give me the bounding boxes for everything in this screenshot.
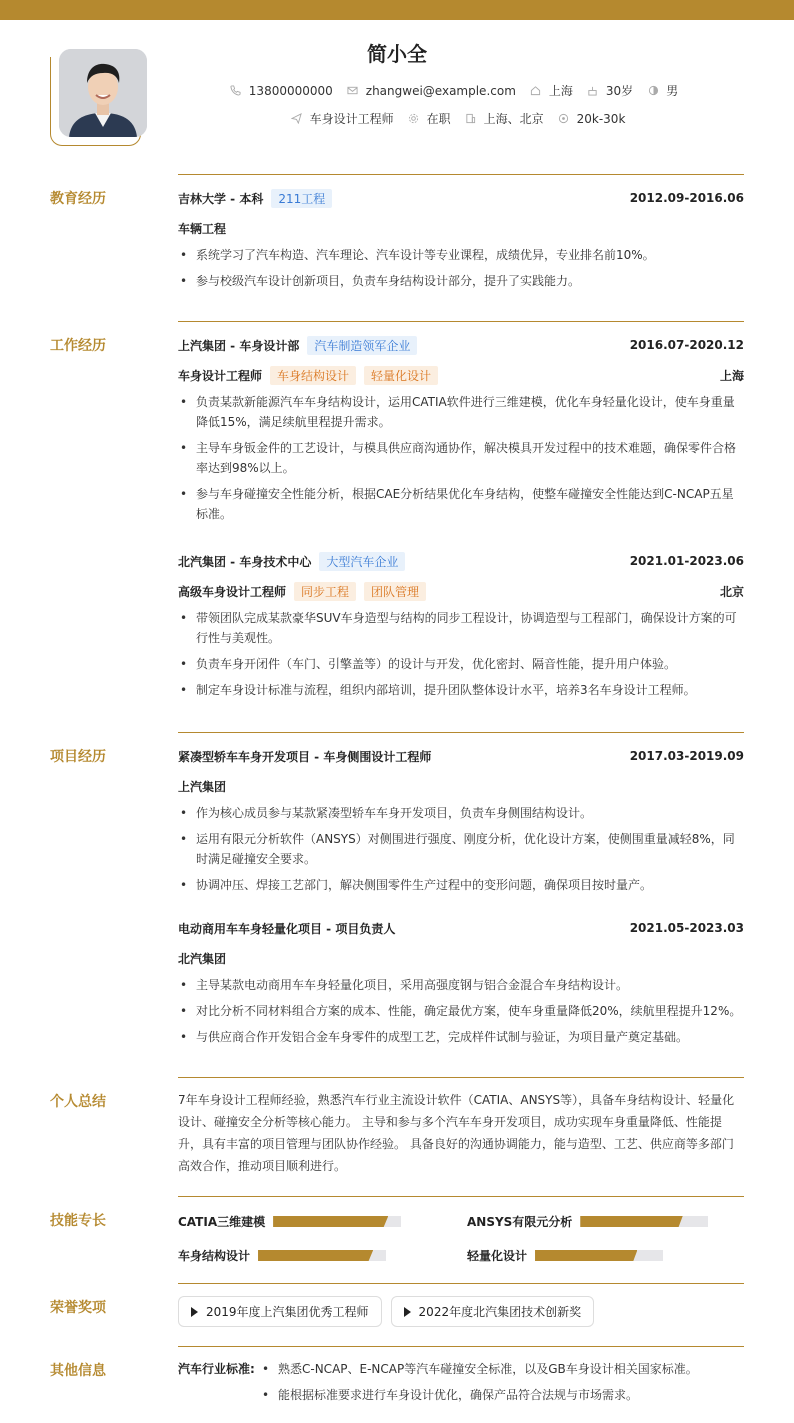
email-text: zhangwei@example.com (365, 83, 516, 98)
work-title-group (178, 552, 405, 571)
work-entry-1 (178, 335, 744, 530)
list-item: • 主导某款电动商用车车身轻量化项目，采用高强度钢与铝合金混合车身结构设计。 (178, 975, 744, 995)
home-icon (530, 85, 542, 97)
work-city: 北京 (719, 584, 744, 599)
project-bullets (178, 803, 744, 895)
salary-item (558, 112, 626, 126)
divider-work (178, 321, 744, 322)
project-title: 电动商用车车身轻量化项目 - 项目负责人 (178, 921, 396, 936)
gender-text: 男 (666, 84, 679, 98)
target-job-item (291, 110, 394, 127)
building-icon (465, 113, 477, 125)
project-title: 紧凑型轿车车身开发项目 - 车身侧围设计工程师 (178, 749, 432, 764)
send-icon (291, 113, 303, 125)
project-entry-2 (178, 918, 744, 1053)
settings-icon (408, 113, 420, 125)
project-header (178, 918, 744, 938)
other-label: 汽车行业标准: (178, 1362, 255, 1376)
job-intent-row (288, 110, 628, 127)
section-title-work: 工作经历 (50, 338, 106, 354)
education-date: 2012.09-2016.06 (629, 191, 744, 205)
awards-list (178, 1296, 744, 1327)
school-name: 吉林大学 - 本科 (178, 191, 264, 206)
target-job-text: 车身设计工程师 (309, 112, 394, 126)
work-entry-2 (178, 551, 744, 706)
award-item (391, 1296, 595, 1327)
work-date: 2021.01-2023.06 (629, 554, 744, 568)
cake-icon (587, 85, 599, 97)
skill-item (467, 1247, 663, 1264)
project-org (178, 948, 744, 968)
education-section (178, 188, 744, 297)
project-date: 2021.05-2023.03 (629, 921, 744, 935)
list-item: • 负责车身开闭件（车门、引擎盖等）的设计与开发，优化密封、隔音性能，提升用户体验。 (178, 654, 744, 674)
skill-item (467, 1213, 708, 1230)
skill-bar (535, 1250, 663, 1261)
school-tag: 211工程 (271, 189, 332, 208)
list-item: • 运用有限元分析软件（ANSYS）对侧围进行强度、刚度分析，优化设计方案，使侧围重量减轻8%，同时满足碰撞安全要求。 (178, 829, 744, 869)
skill-bar-fill (535, 1250, 637, 1261)
skill-name: 车身结构设计 (178, 1249, 251, 1263)
project-entry-1 (178, 746, 744, 901)
education-title-group (178, 189, 332, 208)
section-title-education: 教育经历 (50, 191, 106, 207)
divider-projects (178, 732, 744, 733)
phone-text: 13800000000 (248, 83, 333, 98)
education-header (178, 188, 744, 208)
divider-other (178, 1346, 744, 1347)
location-text: 上海 (548, 84, 573, 98)
major (178, 218, 744, 238)
position-group (178, 582, 426, 601)
company-name: 上汽集团 - 车身设计部 (178, 338, 300, 353)
skill-item (178, 1213, 401, 1230)
position-group (178, 366, 438, 385)
skills-list (178, 1210, 744, 1280)
list-item: • 能根据标准要求进行车身设计优化，确保产品符合法规与市场需求。 (260, 1385, 698, 1405)
skill-name: 轻量化设计 (467, 1249, 528, 1263)
award-text: 2022年度北汽集团技术创新奖 (418, 1305, 582, 1319)
skill-bar (258, 1250, 386, 1261)
summary-text: 7年车身设计工程师经验，熟悉汽车行业主流设计软件（CATIA、ANSYS等），具备车身结构设计、轻量化设计、碰撞安全分析等核心能力。 主导和参与多个汽车车身开发项目，成功实现车身重量降低、性能提升，具有丰富的项目管理与团队协作经验。 具备良好的沟通协调能力，能与造型、工艺、供应商等多部门高效合作，推动项目顺利进行。 (178, 1093, 735, 1173)
divider-education (178, 174, 744, 175)
skill-tag: 轻量化设计 (364, 366, 438, 385)
project-org-text: 北汽集团 (178, 951, 227, 966)
skill-tag: 团队管理 (364, 582, 426, 601)
gender-icon (647, 85, 659, 97)
list-item: • 制定车身设计标准与流程，组织内部培训，提升团队整体设计水平，培养3名车身设计工程师。 (178, 680, 744, 700)
skill-tag: 车身结构设计 (270, 366, 356, 385)
section-title-projects: 项目经历 (50, 749, 106, 765)
work-bullets (178, 392, 744, 524)
play-icon (191, 1307, 198, 1317)
section-title-summary: 个人总结 (50, 1094, 106, 1110)
major-text: 车辆工程 (178, 221, 227, 236)
project-org (178, 776, 744, 796)
list-item: • 对比分析不同材料组合方案的成本、性能，确定最优方案，使车身重量降低20%，续航里程提升12%。 (178, 1001, 744, 1021)
section-title-other: 其他信息 (50, 1363, 106, 1379)
list-item: • 协调冲压、焊接工艺部门，解决侧围零件生产过程中的变形问题，确保项目按时量产。 (178, 875, 744, 895)
divider-summary (178, 1077, 744, 1078)
salary-text: 20k-30k (576, 111, 626, 126)
list-item: • 与供应商合作开发铝合金车身零件的成型工艺，完成样件试制与验证，为项目量产奠定基础。 (178, 1027, 744, 1047)
other-info (178, 1359, 744, 1411)
mail-icon (347, 85, 359, 97)
skill-tag: 同步工程 (294, 582, 356, 601)
section-title-skills: 技能专长 (50, 1213, 106, 1229)
email-item (347, 84, 516, 98)
skill-name: ANSYS有限元分析 (467, 1215, 573, 1229)
status-item (408, 110, 451, 127)
top-accent-bar (0, 0, 794, 20)
project-org-text: 上汽集团 (178, 779, 227, 794)
position-row (178, 581, 744, 601)
project-bullets (178, 975, 744, 1047)
candidate-name: 简小全 (367, 42, 427, 66)
list-item: • 熟悉C-NCAP、E-NCAP等汽车碰撞安全标准，以及GB车身设计相关国家标准。 (260, 1359, 698, 1379)
list-item: • 参与车身碰撞安全性能分析，根据CAE分析结果优化车身结构，使整车碰撞安全性能达到C-NCAP五星标准。 (178, 484, 744, 524)
list-item: • 参与校级汽车设计创新项目，负责车身结构设计部分，提升了实践能力。 (178, 271, 744, 291)
skill-item (178, 1247, 386, 1264)
skill-name: CATIA三维建模 (178, 1215, 266, 1229)
list-item: • 系统学习了汽车构造、汽车理论、汽车设计等专业课程，成绩优异，专业排名前10%。 (178, 245, 744, 265)
list-item: • 带领团队完成某款豪华SUV车身造型与结构的同步工程设计，协调造型与工程部门，确保设计方案的可行性与美观性。 (178, 608, 744, 648)
location-item (530, 82, 573, 99)
work-header (178, 335, 744, 355)
project-header (178, 746, 744, 766)
position-title: 高级车身设计工程师 (178, 584, 287, 599)
position-row (178, 365, 744, 385)
age-text: 30岁 (605, 84, 634, 98)
skill-bar (580, 1216, 708, 1227)
award-item (178, 1296, 382, 1327)
list-item: • 主导车身钣金件的工艺设计，与模具供应商沟通协作，解决模具开发过程中的技术难题，确保零件合格率达到98%以上。 (178, 438, 744, 478)
age-item (587, 82, 633, 99)
award-text: 2019年度上汽集团优秀工程师 (206, 1305, 369, 1319)
education-bullets (178, 245, 744, 291)
divider-awards (178, 1283, 744, 1284)
project-date: 2017.03-2019.09 (629, 749, 744, 763)
skill-bar-fill (580, 1216, 682, 1227)
target-city-item (465, 110, 544, 127)
position-title: 车身设计工程师 (178, 368, 263, 383)
list-item: • 作为核心成员参与某款紧凑型轿车车身开发项目，负责车身侧围结构设计。 (178, 803, 744, 823)
work-city: 上海 (719, 368, 744, 383)
skill-bar-fill (273, 1216, 388, 1227)
company-name: 北汽集团 - 车身技术中心 (178, 554, 312, 569)
divider-skills (178, 1196, 744, 1197)
status-text: 在职 (426, 112, 451, 126)
salary-icon (558, 113, 570, 125)
list-item: • 负责某款新能源汽车车身结构设计，运用CATIA软件进行三维建模，优化车身轻量化设计，使车身重量降低15%，满足续航里程提升需求。 (178, 392, 744, 432)
skill-bar-fill (258, 1250, 373, 1261)
company-tag: 汽车制造领军企业 (307, 336, 417, 355)
work-title-group (178, 336, 417, 355)
work-date: 2016.07-2020.12 (629, 338, 744, 352)
phone-item (230, 84, 333, 98)
gender-item (647, 82, 678, 99)
company-tag: 大型汽车企业 (319, 552, 405, 571)
work-header (178, 551, 744, 571)
target-city-text: 上海、北京 (483, 112, 544, 126)
work-bullets (178, 608, 744, 700)
phone-icon (230, 85, 242, 97)
skill-bar (273, 1216, 401, 1227)
section-title-awards: 荣誉奖项 (50, 1300, 106, 1316)
other-bullets (260, 1359, 698, 1411)
contact-row (236, 82, 679, 99)
play-icon (404, 1307, 411, 1317)
